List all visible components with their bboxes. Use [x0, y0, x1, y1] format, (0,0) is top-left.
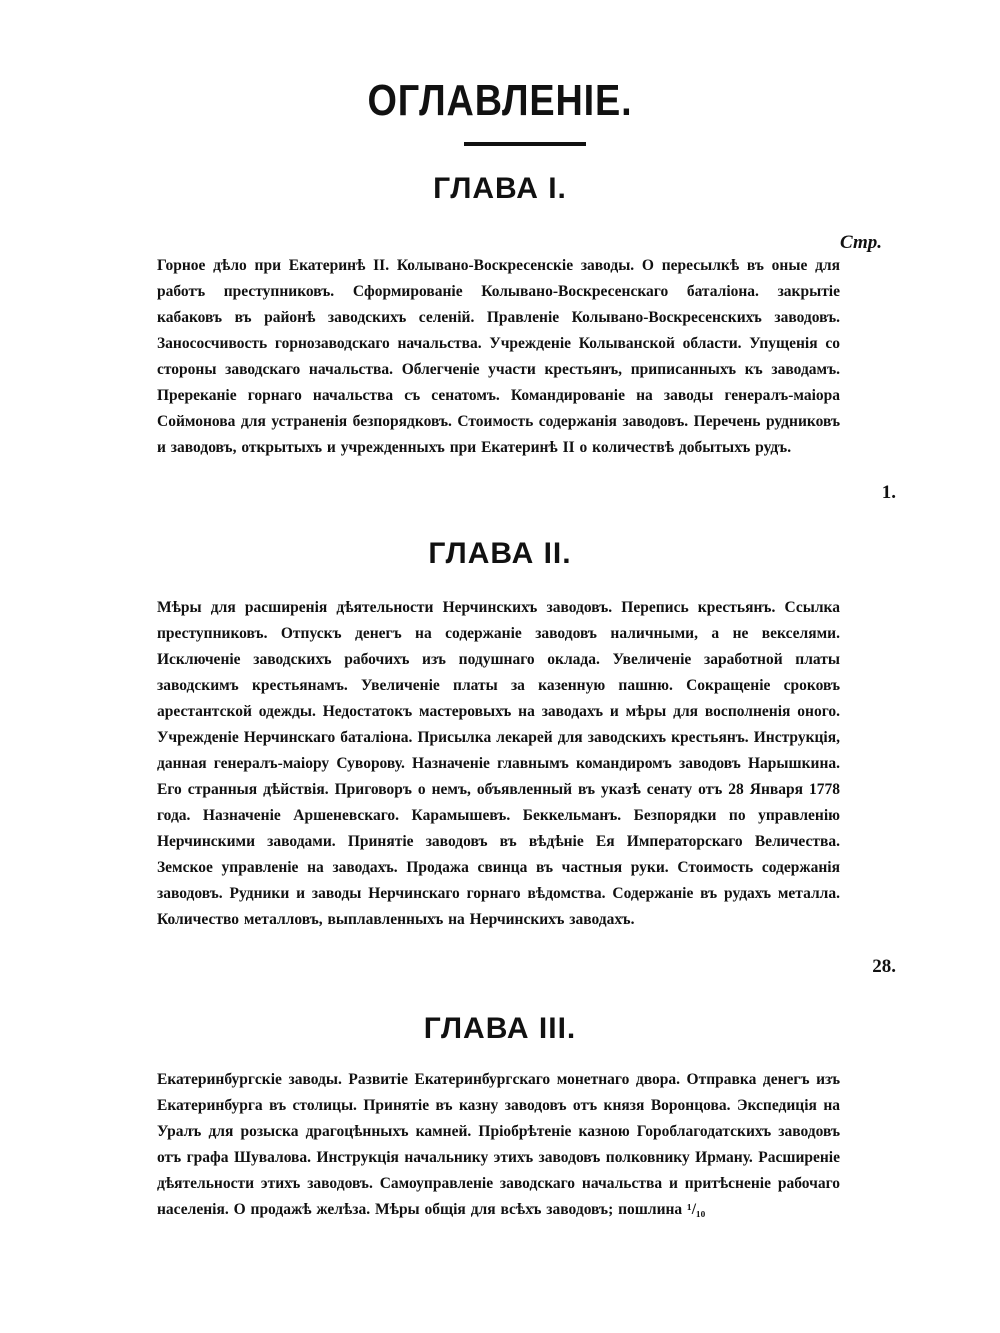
page-column-label: Стр. [840, 232, 882, 253]
chapter-2-summary: Мѣры для расширенія дѣятельности Нерчинскихъ заводовъ. Перепись крестьянъ. Ссылка преступниковъ. Отпускъ денегъ на содержаніе заводовъ наличными, а не векселями. Исключеніе заводскихъ рабочихъ изъ подушнаго оклада. Увеличеніе заработной платы заводскимъ крестьянамъ. Увеличеніе платы за казенную пашню. Сокращеніе сроковъ арестантской одежды. Недостатокъ мастеровыхъ на заводахъ и мѣры для восполненія оного. Учрежденіе Нерчинскаго баталіона. Присылка лекарей для заводскихъ крестьянъ. Инструкція, данная генералъ-маіору Суворову. Назначеніе главнымъ командиромъ заводовъ Нарышкина. Его странныя дѣйствія. Приговоръ о немъ, объявленный въ указѣ сенату отъ 28 Января 1778 года. Назначеніе Аршеневскаго. Карамышевъ. Беккельманъ. Безпорядки по управленію Нерчинскими заводами. Принятіе заводовъ въ вѣдѣніе Ея Императорскаго Величества. Земское управленіе на заводахъ. Продажа свинца въ частныя руки. Стоимость содержанія заводовъ. Рудники и заводы Нерчинскаго горнаго вѣдомства. Содержаніе въ рудахъ металла. Количество металловъ, выплавленныхъ на Нерчинскихъ заводахъ. [157, 599, 840, 928]
chapter-3-summary: Екатеринбургскіе заводы. Развитіе Екатеринбургскаго монетнаго двора. Отправка денегъ изъ Екатеринбурга въ столицы. Принятіе въ казну заводовъ отъ князя Воронцова. Экспедиція на Уралъ для розыска драгоцѣнныхъ камней. Пріобрѣтеніе казною Гороблагодатскихъ заводовъ отъ графа Шувалова. Инструкція начальнику этихъ заводовъ полковнику Ирману. Расширеніе дѣятельности этихъ заводовъ. Самоуправленіе заводскаго начальства и притѣсненіе рабочаго населенія. О продажѣ желѣза. Мѣры общія для всѣхъ заводовъ; пошлина ¹/₁₀ [157, 1071, 840, 1218]
chapter-1-page-number: 1. [881, 482, 896, 503]
chapter-2-page-number: 28. [872, 956, 896, 977]
chapter-1-heading: ГЛАВА I. [433, 172, 567, 205]
chapter-1-summary: Горное дѣло при Екатеринѣ II. Колывано-Воскресенскіе заводы. О пересылкѣ въ оные для работъ преступниковъ. Сформированіе Колывано-Воскресенскаго баталіона. закрытіе кабаковъ въ районѣ заводскихъ селеній. Правленіе Колывано-Воскресенскихъ заводовъ. Занососчивость горнозаводскаго начальства. Учрежденіе Колыванской области. Упущенія со стороны заводскаго начальства. Облегченіе участи крестьянъ, приписанныхъ къ заводамъ. Пререканіе горнаго начальства съ сенатомъ. Командированіе на заводы генералъ-маіора Соймонова для устраненія безпорядковъ. Стоимость содержанія заводовъ. Перечень рудниковъ и заводовъ, открытыхъ и учрежденныхъ при Екатеринѣ II о количествѣ добытыхъ рудъ. [157, 257, 840, 456]
page-title: ОГЛАВЛЕНІЕ. [367, 76, 633, 125]
chapter-2-heading: ГЛАВА II. [428, 537, 572, 570]
chapter-3-heading: ГЛАВА III. [423, 1012, 577, 1045]
title-divider [464, 142, 586, 146]
